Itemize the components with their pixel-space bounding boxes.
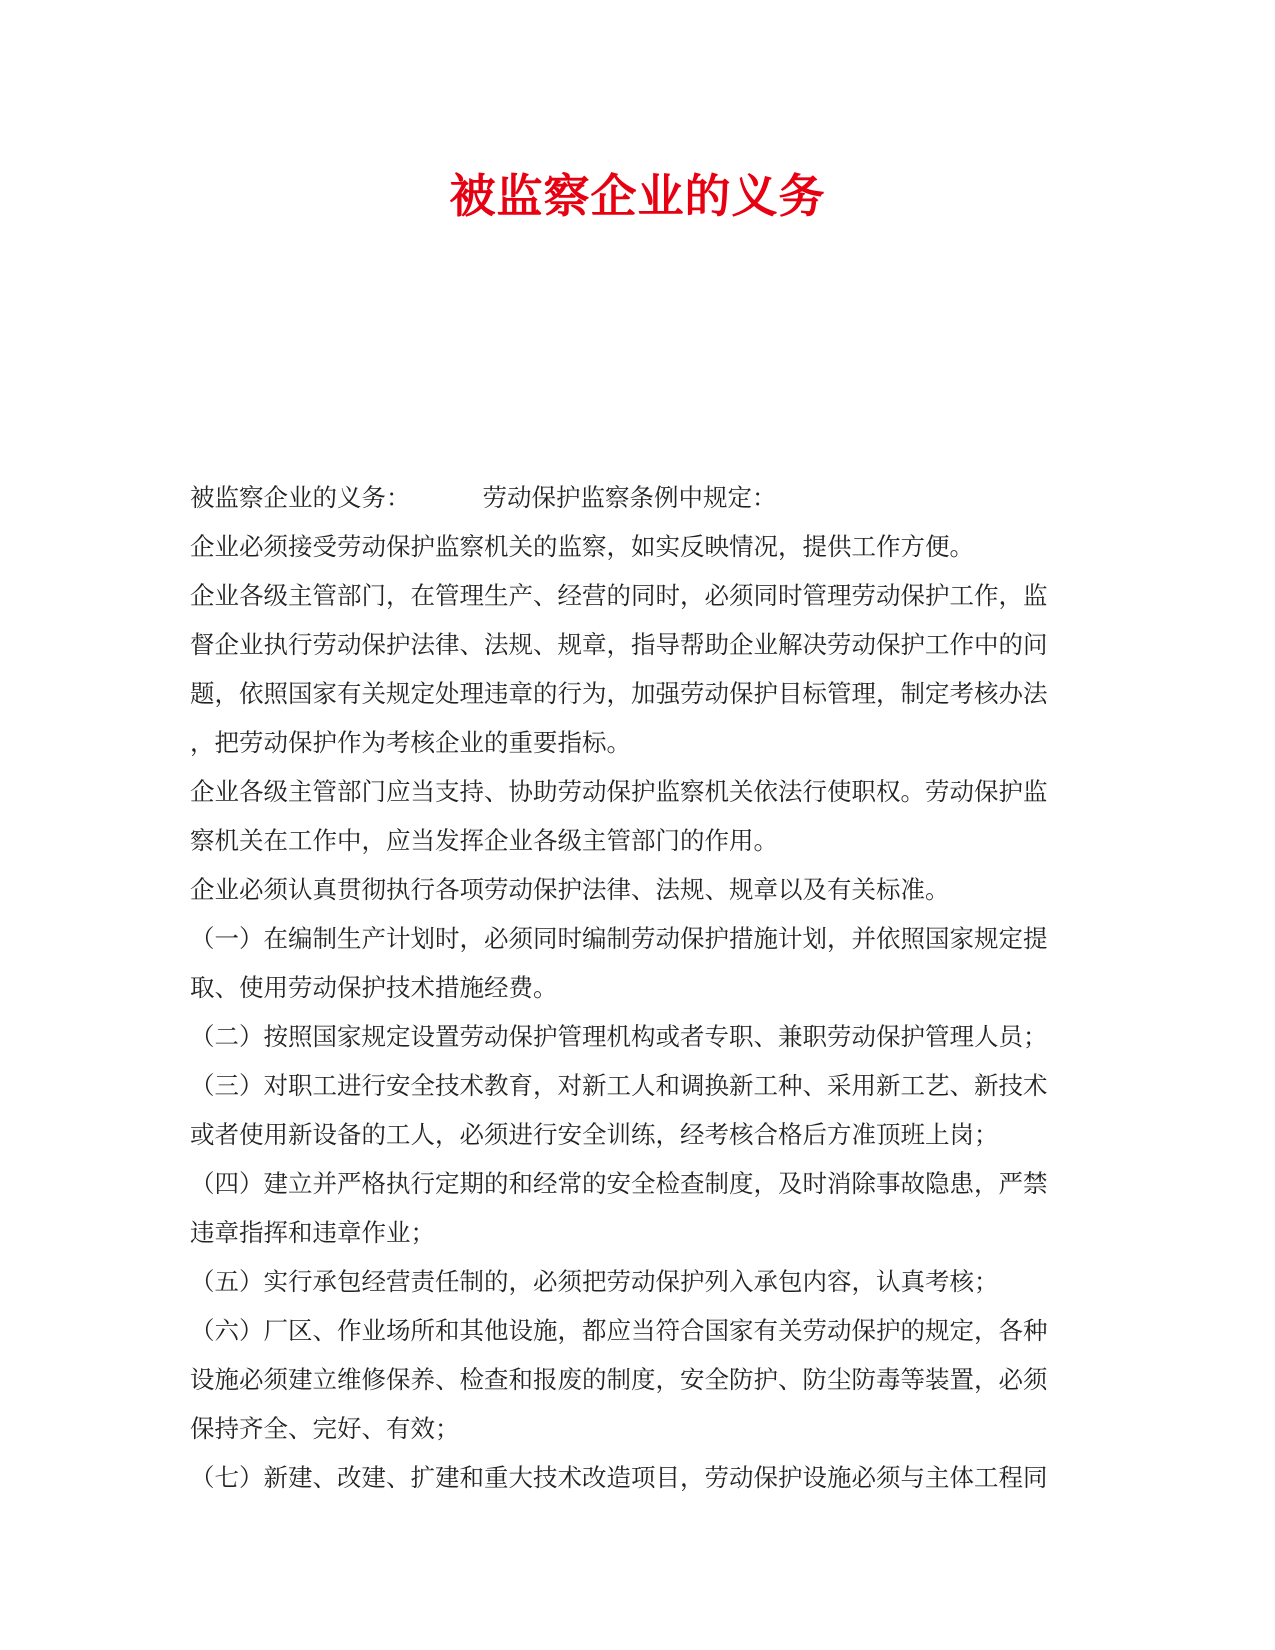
text-line: 企业各级主管部门应当支持、协助劳动保护监察机关依法行使职权。劳动保护监 (190, 777, 1048, 806)
text-line: 企业必须接受劳动保护监察机关的监察，如实反映情况，提供工作方便。 (190, 532, 974, 561)
text-line: 题，依照国家有关规定处理违章的行为，加强劳动保护目标管理，制定考核办法 (190, 679, 1048, 708)
intro-text: 劳动保护监察条例中规定： (482, 483, 777, 512)
text-line: （七）新建、改建、扩建和重大技术改造项目，劳动保护设施必须与主体工程同 (190, 1463, 1048, 1492)
text-line: 或者使用新设备的工人，必须进行安全训练，经考核合格后方准顶班上岗； (190, 1120, 999, 1149)
text-line: （六）厂区、作业场所和其他设施，都应当符合国家有关劳动保护的规定，各种 (190, 1316, 1048, 1345)
text-line: 违章指挥和违章作业； (190, 1218, 435, 1247)
document-title: 被监察企业的义务 (449, 169, 826, 223)
text-line: 保持齐全、完好、有效； (190, 1414, 460, 1443)
text-line: （五）实行承包经营责任制的，必须把劳动保护列入承包内容，认真考核； (190, 1267, 999, 1296)
text-line: （一）在编制生产计划时，必须同时编制劳动保护措施计划，并依照国家规定提 (190, 924, 1048, 953)
text-line: （三）对职工进行安全技术教育，对新工人和调换新工种、采用新工艺、新技术 (190, 1071, 1048, 1100)
text-line: （二）按照国家规定设置劳动保护管理机构或者专职、兼职劳动保护管理人员； (190, 1022, 1048, 1051)
text-line: 企业必须认真贯彻执行各项劳动保护法律、法规、规章以及有关标准。 (190, 875, 950, 904)
document-body (190, 473, 1060, 1502)
text-line: 企业各级主管部门，在管理生产、经营的同时，必须同时管理劳动保护工作，监 (190, 581, 1048, 610)
text-line: 督企业执行劳动保护法律、法规、规章，指导帮助企业解决劳动保护工作中的问 (190, 630, 1048, 659)
text-line: 取、使用劳动保护技术措施经费。 (190, 973, 558, 1002)
text-line: （四）建立并严格执行定期的和经常的安全检查制度，及时消除事故隐患，严禁 (190, 1169, 1048, 1198)
intro-label: 被监察企业的义务： (190, 483, 411, 512)
text-line: ，把劳动保护作为考核企业的重要指标。 (190, 728, 631, 757)
text-line: 设施必须建立维修保养、检查和报废的制度，安全防护、防尘防毒等装置，必须 (190, 1365, 1048, 1394)
text-line: 察机关在工作中，应当发挥企业各级主管部门的作用。 (190, 826, 778, 855)
intro-line (190, 473, 1060, 522)
